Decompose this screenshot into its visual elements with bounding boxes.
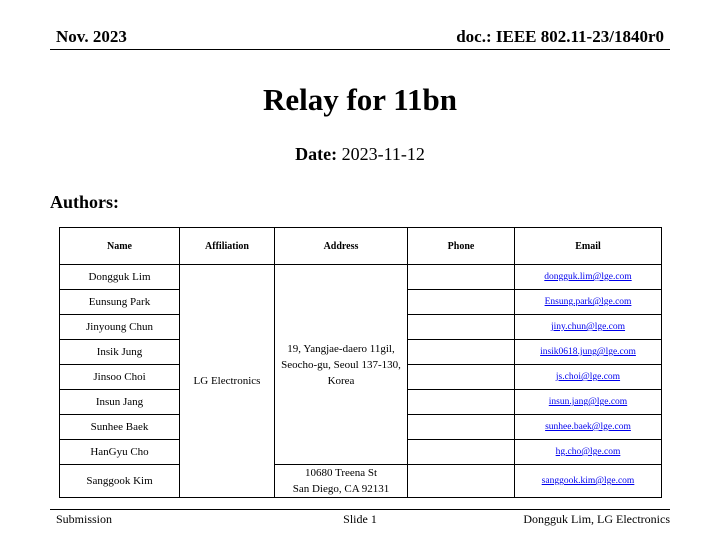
author-email-link[interactable]: sanggook.kim@lge.com bbox=[515, 465, 662, 498]
author-name: Sunhee Baek bbox=[60, 415, 180, 440]
author-phone bbox=[408, 265, 515, 290]
column-header-email: Email bbox=[515, 228, 662, 265]
author-phone bbox=[408, 465, 515, 498]
author-email-link[interactable]: dongguk.lim@lge.com bbox=[515, 265, 662, 290]
author-email-link[interactable]: sunhee.baek@lge.com bbox=[515, 415, 662, 440]
table-header-row bbox=[60, 228, 662, 265]
author-name: Insik Jung bbox=[60, 340, 180, 365]
author-phone bbox=[408, 340, 515, 365]
header-doc-id: doc.: IEEE 802.11-23/1840r0 bbox=[456, 27, 664, 46]
author-phone bbox=[408, 290, 515, 315]
date-value: 2023-11-12 bbox=[341, 144, 425, 164]
author-phone bbox=[408, 415, 515, 440]
header-rule bbox=[50, 49, 670, 50]
author-phone bbox=[408, 440, 515, 465]
author-name: Dongguk Lim bbox=[60, 265, 180, 290]
authors-table bbox=[59, 227, 662, 498]
address-cell-san-diego bbox=[275, 465, 408, 498]
author-name: Sanggook Kim bbox=[60, 465, 180, 498]
table-row bbox=[60, 465, 662, 498]
author-name: Insun Jang bbox=[60, 390, 180, 415]
address-cell: 19, Yangjae-daero 11gil, Seocho-gu, Seoul 137-130, Korea bbox=[275, 265, 408, 465]
date-line bbox=[0, 144, 720, 165]
author-name: Jinsoo Choi bbox=[60, 365, 180, 390]
column-header-name: Name bbox=[60, 228, 180, 265]
affiliation-cell: LG Electronics bbox=[180, 265, 275, 498]
footer-slide-number: Slide 1 bbox=[343, 512, 377, 526]
author-name: HanGyu Cho bbox=[60, 440, 180, 465]
author-email-link[interactable]: js.choi@lge.com bbox=[515, 365, 662, 390]
author-email-link[interactable]: insun.jang@lge.com bbox=[515, 390, 662, 415]
author-phone bbox=[408, 365, 515, 390]
column-header-phone: Phone bbox=[408, 228, 515, 265]
author-email-link[interactable]: insik0618.jung@lge.com bbox=[515, 340, 662, 365]
authors-heading: Authors: bbox=[50, 192, 120, 212]
footer-submission: Submission bbox=[56, 512, 113, 526]
author-email-link[interactable]: hg.cho@lge.com bbox=[515, 440, 662, 465]
author-email-link[interactable]: Ensung.park@lge.com bbox=[515, 290, 662, 315]
column-header-affiliation: Affiliation bbox=[180, 228, 275, 265]
author-email-link[interactable]: jiny.chun@lge.com bbox=[515, 315, 662, 340]
author-phone bbox=[408, 390, 515, 415]
table-row bbox=[60, 265, 662, 290]
slide-title: Relay for 11bn bbox=[262, 82, 458, 117]
address-line: 10680 Treena St bbox=[304, 467, 378, 479]
footer-rule bbox=[50, 509, 670, 510]
author-phone bbox=[408, 315, 515, 340]
date-label: Date: bbox=[295, 144, 338, 164]
footer-author: Dongguk Lim, LG Electronics bbox=[523, 512, 670, 526]
author-name: Eunsung Park bbox=[60, 290, 180, 315]
address-line: San Diego, CA 92131 bbox=[292, 483, 390, 495]
author-name: Jinyoung Chun bbox=[60, 315, 180, 340]
header-date: Nov. 2023 bbox=[56, 27, 127, 46]
column-header-address: Address bbox=[275, 228, 408, 265]
